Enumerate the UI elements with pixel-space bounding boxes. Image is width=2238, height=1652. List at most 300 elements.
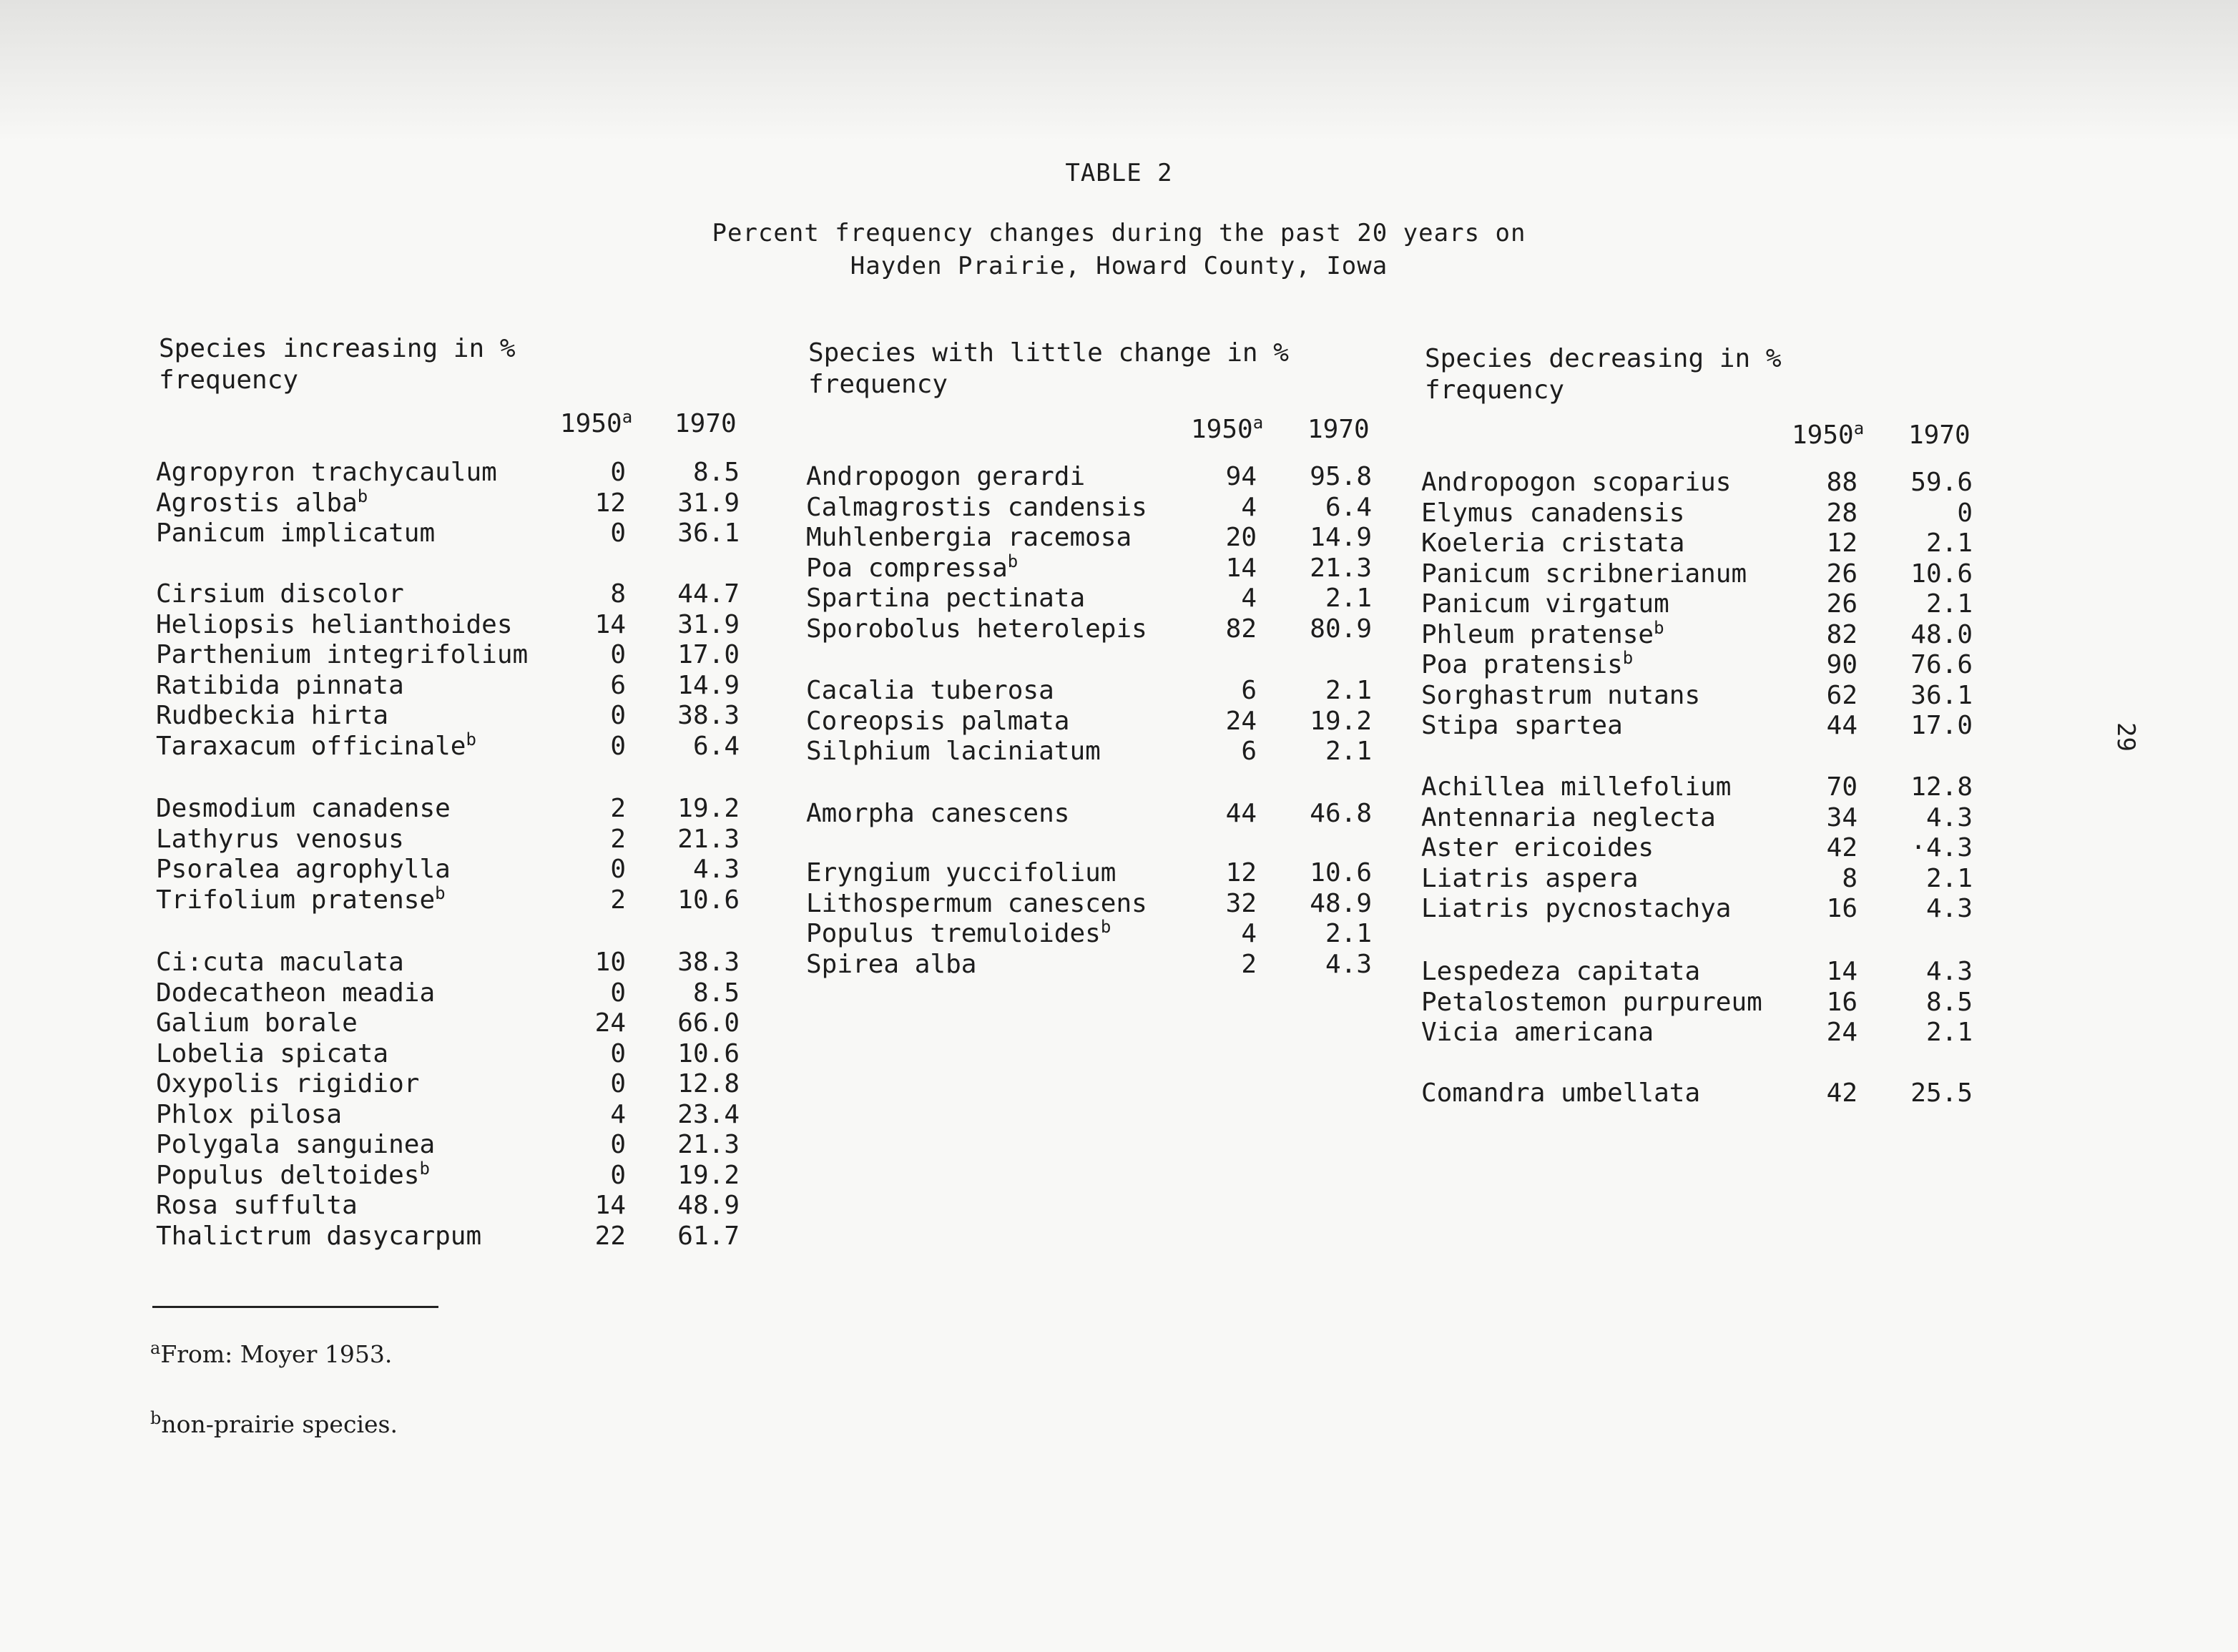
table-row [806, 707, 1372, 737]
species-name [156, 1100, 342, 1131]
species-name [1421, 894, 1731, 925]
section-title: Species increasing in % frequency [159, 334, 516, 395]
species-group [1421, 957, 1973, 1048]
value-1950: 44 [1826, 711, 1857, 740]
value-1950: 0 [610, 731, 626, 761]
table-row [156, 1158, 740, 1191]
section-increasing-title [159, 333, 516, 396]
species-name-text: Lithospermum canescens [806, 888, 1147, 918]
species-name-text: Ci:cuta maculata [156, 948, 404, 977]
footnote-rule [152, 1306, 438, 1308]
species-name [156, 948, 404, 978]
value-1950: 4 [1241, 919, 1257, 948]
table-row [806, 493, 1372, 523]
value-1970: 10.6 [677, 885, 740, 915]
species-name [806, 551, 1019, 584]
value-1970: 8.5 [1925, 987, 1973, 1017]
table-row [156, 1039, 740, 1070]
species-name [806, 523, 1132, 554]
value-1970: 17.0 [677, 640, 740, 669]
value-1950: 12 [1225, 858, 1257, 888]
table-row [1421, 468, 1973, 498]
value-1950: 42 [1826, 833, 1857, 862]
value-1950: 70 [1826, 772, 1857, 802]
species-name [156, 488, 368, 519]
value-1950: 2 [610, 794, 626, 823]
species-name [1421, 617, 1664, 651]
footnote-a [150, 1340, 392, 1368]
table-row [156, 1221, 740, 1252]
table-row [1421, 650, 1973, 681]
table-row [806, 676, 1372, 707]
species-name [1421, 864, 1638, 895]
value-1970: 0 [1957, 498, 1973, 528]
value-1970: 2.1 [1325, 584, 1372, 613]
header-1970: 1970 [1908, 421, 1970, 450]
species-name [1421, 833, 1654, 864]
value-1950: 12 [594, 488, 626, 518]
value-1970: 46.8 [1310, 799, 1372, 828]
species-name [1421, 1078, 1700, 1109]
value-1950: 0 [610, 855, 626, 884]
value-1970: 38.3 [677, 948, 740, 977]
species-group [806, 858, 1372, 980]
table-row [806, 462, 1372, 493]
table-row [1421, 772, 1973, 803]
species-name-text: Heliopsis helianthoides [156, 609, 513, 639]
value-1950: 28 [1826, 498, 1857, 528]
value-1970: 4.3 [1925, 802, 1973, 832]
non-prairie-mark: b [419, 1158, 430, 1179]
species-name [806, 614, 1147, 645]
table-row [1421, 957, 1973, 988]
table-row [1421, 559, 1973, 590]
value-1950: 4 [1241, 492, 1257, 522]
table-row [1421, 864, 1973, 895]
table-row [1421, 1078, 1973, 1109]
value-1950: 0 [610, 1038, 626, 1068]
value-1950: 2 [610, 885, 626, 915]
non-prairie-mark: b [1007, 551, 1019, 571]
value-1970: 66.0 [677, 1008, 740, 1038]
species-name-text: Eryngium yuccifolium [806, 858, 1116, 888]
species-name [1421, 1018, 1654, 1048]
value-1970: 25.5 [1910, 1078, 1973, 1108]
species-name [156, 1191, 358, 1221]
value-1970: 36.1 [677, 518, 740, 548]
value-1970: 31.9 [677, 488, 740, 518]
table-row [806, 950, 1372, 980]
species-group [806, 462, 1372, 644]
header-1950 [560, 409, 632, 438]
species-name-text: Agropyron trachycaulum [156, 458, 497, 487]
value-1970: 8.5 [692, 978, 740, 1008]
table-row [156, 948, 740, 978]
species-name-text: Phlox pilosa [156, 1099, 343, 1129]
header-1950 [1191, 415, 1263, 444]
species-name-text: Aster ericoides [1421, 833, 1654, 862]
table-row [156, 882, 740, 916]
value-1970: 4.3 [1925, 894, 1973, 923]
value-1950: 2 [1241, 949, 1257, 979]
value-1970: 48.9 [1310, 888, 1372, 918]
table-row [1421, 681, 1973, 712]
value-1970: 48.0 [1910, 619, 1973, 649]
value-1970: 36.1 [1910, 680, 1973, 710]
table-row [156, 825, 740, 855]
header-1950-label: 1950 [1792, 421, 1854, 450]
table-row [806, 614, 1372, 645]
non-prairie-mark: b [357, 486, 368, 506]
value-1970: ·4.3 [1910, 833, 1973, 862]
value-1970: 4.3 [1325, 949, 1372, 979]
table-row [156, 1100, 740, 1131]
species-name-text: Poa compressa [806, 553, 1008, 583]
table-row [1421, 1018, 1973, 1048]
species-name [806, 707, 1069, 737]
value-1950: 2 [610, 824, 626, 854]
species-name-text: Lathyrus venosus [156, 824, 404, 854]
value-1970: 12.8 [677, 1069, 740, 1098]
species-name [156, 1158, 430, 1191]
value-1950: 0 [610, 701, 626, 730]
species-group [806, 799, 1372, 830]
species-name-text: Lobelia spicata [156, 1038, 389, 1068]
species-name [1421, 803, 1716, 834]
table-row [1421, 711, 1973, 742]
value-1950: 26 [1826, 589, 1857, 619]
value-1950: 16 [1826, 894, 1857, 923]
species-name-text: Populus tremuloides [806, 919, 1101, 948]
value-1950: 10 [594, 948, 626, 977]
species-name [1421, 559, 1747, 590]
species-name [156, 579, 404, 610]
value-1970: 48.9 [677, 1191, 740, 1220]
value-1970: 19.2 [1310, 706, 1372, 736]
table-row [156, 729, 740, 762]
species-group [156, 948, 740, 1252]
value-1970: 2.1 [1325, 737, 1372, 766]
value-1970: 21.3 [677, 1130, 740, 1159]
species-name-text: Silphium laciniatum [806, 737, 1101, 766]
value-1950: 62 [1826, 680, 1857, 710]
value-1950: 0 [610, 640, 626, 669]
value-1950: 82 [1225, 614, 1257, 644]
species-name-text: Sporobolus heterolepis [806, 614, 1147, 644]
species-name-text: Parthenium integrifolium [156, 640, 529, 669]
table-row [156, 1008, 740, 1039]
footnote-b-text: non-prairie species. [161, 1410, 398, 1438]
species-name [806, 950, 976, 980]
value-1970: 44.7 [677, 579, 740, 609]
table-row [1421, 528, 1973, 559]
table-row [1421, 589, 1973, 620]
table-row [1421, 498, 1973, 529]
species-name-text: Phleum pratense [1421, 619, 1654, 649]
species-name-text: Rosa suffulta [156, 1191, 358, 1220]
section-little-change-title [808, 338, 1289, 400]
non-prairie-mark: b [466, 729, 476, 749]
species-name [156, 1069, 419, 1100]
header-1950-label: 1950 [560, 409, 622, 438]
value-1950: 0 [610, 1130, 626, 1159]
species-group [156, 794, 740, 915]
value-1950: 14 [594, 1191, 626, 1220]
non-prairie-mark: b [1100, 917, 1111, 937]
value-1970: 10.6 [1310, 858, 1372, 888]
table-row [156, 1130, 740, 1161]
value-1970: 2.1 [1925, 863, 1973, 893]
value-1950: 6 [610, 670, 626, 700]
table-row [1421, 617, 1973, 651]
species-name [1421, 772, 1731, 803]
value-1950: 94 [1225, 462, 1257, 491]
value-1950: 8 [1842, 863, 1857, 893]
table-row [156, 794, 740, 825]
table-row [156, 701, 740, 732]
table-row [156, 640, 740, 671]
species-name-text: Oxypolis rigidior [156, 1069, 420, 1098]
footnote-a-text: From: Moyer 1953. [160, 1340, 393, 1368]
species-name-text: Andropogon scoparius [1421, 468, 1732, 497]
species-name [1421, 957, 1700, 988]
species-group [1421, 1078, 1973, 1109]
value-1950: 16 [1826, 987, 1857, 1017]
species-name-text: Muhlenbergia racemosa [806, 523, 1132, 552]
species-name-text: Antennaria neglecta [1421, 802, 1716, 832]
value-1950: 14 [1225, 553, 1257, 583]
species-name [156, 610, 513, 641]
species-name-text: Sorghastrum nutans [1421, 680, 1701, 710]
value-1970: 2.1 [1925, 528, 1973, 558]
species-name-text: Dodecatheon meadia [156, 978, 436, 1008]
species-name-text: Panicum scribnerianum [1421, 559, 1747, 589]
footnote-b [150, 1410, 398, 1438]
value-1970: 95.8 [1310, 462, 1372, 491]
header-1950-sup: a [1853, 418, 1865, 438]
table-row [1421, 894, 1973, 925]
value-1950: 44 [1225, 799, 1257, 828]
header-1970: 1970 [674, 409, 737, 438]
table-row [156, 579, 740, 610]
value-1970: 19.2 [677, 1160, 740, 1190]
value-1950: 24 [594, 1008, 626, 1038]
species-name [156, 825, 404, 855]
table-row [806, 858, 1372, 889]
value-1950: 22 [594, 1221, 626, 1251]
footnote-b-mark: b [150, 1408, 162, 1428]
species-name [156, 1008, 358, 1039]
table-title: TABLE 2 [1065, 159, 1173, 187]
species-name-text: Andropogon gerardi [806, 462, 1086, 491]
table-row [1421, 803, 1973, 834]
header-1950-sup: a [1252, 413, 1264, 433]
table-row [156, 1191, 740, 1221]
value-1970: 38.3 [677, 701, 740, 730]
species-name-text: Amorpha canescens [806, 799, 1070, 828]
value-1970: 21.3 [677, 824, 740, 854]
value-1950: 4 [1241, 584, 1257, 613]
species-name-text: Polygala sanguinea [156, 1130, 436, 1159]
table-row [156, 610, 740, 641]
species-name [156, 978, 435, 1009]
species-name-text: Panicum virgatum [1421, 589, 1669, 619]
value-1950: 24 [1826, 1018, 1857, 1047]
value-1970: 76.6 [1910, 650, 1973, 679]
species-name [1421, 528, 1684, 559]
species-name [156, 1221, 481, 1252]
species-name-text: Cacalia tuberosa [806, 676, 1054, 705]
table-row [156, 458, 740, 488]
species-name-text: Elymus canadensis [1421, 498, 1685, 528]
value-1950: 4 [610, 1099, 626, 1129]
table-row [156, 855, 740, 885]
value-1950: 0 [610, 978, 626, 1008]
species-group [806, 676, 1372, 767]
section-decreasing-title [1425, 343, 1782, 406]
value-1970: 2.1 [1925, 589, 1973, 619]
table-row [806, 919, 1372, 950]
species-name [156, 1130, 435, 1161]
species-name-text: Calmagrostis candensis [806, 492, 1147, 522]
table-row [806, 551, 1372, 584]
species-name [1421, 589, 1669, 620]
value-1950: 42 [1826, 1078, 1857, 1108]
value-1970: 17.0 [1910, 711, 1973, 740]
species-name-text: Panicum implicatum [156, 518, 436, 548]
species-name-text: Desmodium canadense [156, 794, 451, 823]
species-name [806, 858, 1116, 889]
value-1970: 21.3 [1310, 553, 1372, 583]
value-1950: 0 [610, 1160, 626, 1190]
species-name-text: Liatris aspera [1421, 863, 1639, 893]
value-1950: 20 [1225, 523, 1257, 552]
value-1950: 82 [1826, 619, 1857, 649]
non-prairie-mark: b [435, 882, 446, 903]
species-name-text: Koeleria cristata [1421, 528, 1685, 558]
species-name [1421, 681, 1700, 712]
value-1950: 12 [1826, 528, 1857, 558]
species-name-text: Poa pratensis [1421, 650, 1623, 679]
value-1950: 0 [610, 518, 626, 548]
page-number: 29 [2111, 722, 2140, 752]
value-1950: 14 [1826, 957, 1857, 986]
species-name [156, 1039, 388, 1070]
table-row [156, 978, 740, 1009]
species-name [1421, 650, 1633, 681]
species-name-text: Vicia americana [1421, 1018, 1654, 1047]
species-name [156, 794, 451, 825]
species-name [806, 737, 1101, 767]
table-row [156, 488, 740, 519]
table-row [1421, 833, 1973, 864]
species-group [1421, 468, 1973, 742]
species-name-text: Stipa spartea [1421, 711, 1623, 740]
non-prairie-mark: b [1654, 617, 1664, 638]
species-name-text: Cirsium discolor [156, 579, 404, 609]
value-1950: 26 [1826, 559, 1857, 589]
species-name [156, 729, 476, 762]
section-title: Species with little change in % frequency [808, 338, 1289, 399]
species-group [156, 458, 740, 549]
value-1970: 23.4 [677, 1099, 740, 1129]
species-name [806, 919, 1111, 950]
table-subtitle-line2: Hayden Prairie, Howard County, Iowa [850, 252, 1388, 280]
species-name [1421, 988, 1762, 1018]
scan-shadow [0, 0, 2238, 143]
species-name-text: Comandra umbellata [1421, 1078, 1701, 1108]
species-group [156, 579, 740, 762]
value-1970: 2.1 [1925, 1018, 1973, 1047]
value-1950: 14 [594, 609, 626, 639]
value-1950: 8 [610, 579, 626, 609]
species-name-text: Rudbeckia hirta [156, 701, 389, 730]
species-name [806, 584, 1085, 614]
value-1970: 31.9 [677, 609, 740, 639]
header-1950 [1792, 418, 1865, 450]
value-1970: 4.3 [1925, 957, 1973, 986]
table-row [806, 889, 1372, 920]
species-name [1421, 498, 1684, 529]
species-name-text: Thalictrum dasycarpum [156, 1221, 482, 1251]
table-row [806, 523, 1372, 554]
species-name-text: Ratibida pinnata [156, 670, 404, 700]
value-1970: 8.5 [692, 458, 740, 487]
footnote-a-mark: a [150, 1338, 161, 1358]
value-1950: 24 [1225, 706, 1257, 736]
value-1970: 61.7 [677, 1221, 740, 1251]
table-subtitle-line1: Percent frequency changes during the past 20 years on [712, 219, 1526, 247]
value-1970: 14.9 [677, 670, 740, 700]
species-name-text: Lespedeza capitata [1421, 957, 1701, 986]
species-name [156, 640, 528, 671]
species-name [806, 493, 1147, 523]
species-name [1421, 711, 1623, 742]
value-1970: 10.6 [677, 1038, 740, 1068]
table-row [156, 1069, 740, 1100]
species-name-text: Trifolium pratense [156, 885, 436, 915]
value-1950: 34 [1826, 802, 1857, 832]
value-1970: 59.6 [1910, 468, 1973, 497]
species-name-text: Achillea millefolium [1421, 772, 1732, 802]
header-1970: 1970 [1307, 415, 1370, 444]
table-row [156, 518, 740, 549]
section-title: Species decreasing in % frequency [1425, 344, 1782, 405]
value-1970: 6.4 [692, 731, 740, 761]
species-name [1421, 468, 1731, 498]
species-name [156, 671, 404, 702]
species-name-text: Psoralea agrophylla [156, 855, 451, 884]
value-1950: 32 [1225, 888, 1257, 918]
table-row [806, 799, 1372, 830]
header-1950-sup: a [622, 407, 633, 427]
species-name [156, 518, 435, 549]
species-name [806, 676, 1054, 707]
value-1950: 88 [1826, 468, 1857, 497]
value-1950: 0 [610, 458, 626, 487]
value-1970: 2.1 [1325, 919, 1372, 948]
species-group [1421, 772, 1973, 925]
value-1950: 0 [610, 1069, 626, 1098]
value-1970: 14.9 [1310, 523, 1372, 552]
value-1970: 10.6 [1910, 559, 1973, 589]
species-name-text: Populus deltoides [156, 1160, 420, 1190]
species-name [806, 799, 1069, 830]
species-name-text: Spartina pectinata [806, 584, 1086, 613]
value-1970: 19.2 [677, 794, 740, 823]
table-row [806, 584, 1372, 614]
table-row [156, 671, 740, 702]
